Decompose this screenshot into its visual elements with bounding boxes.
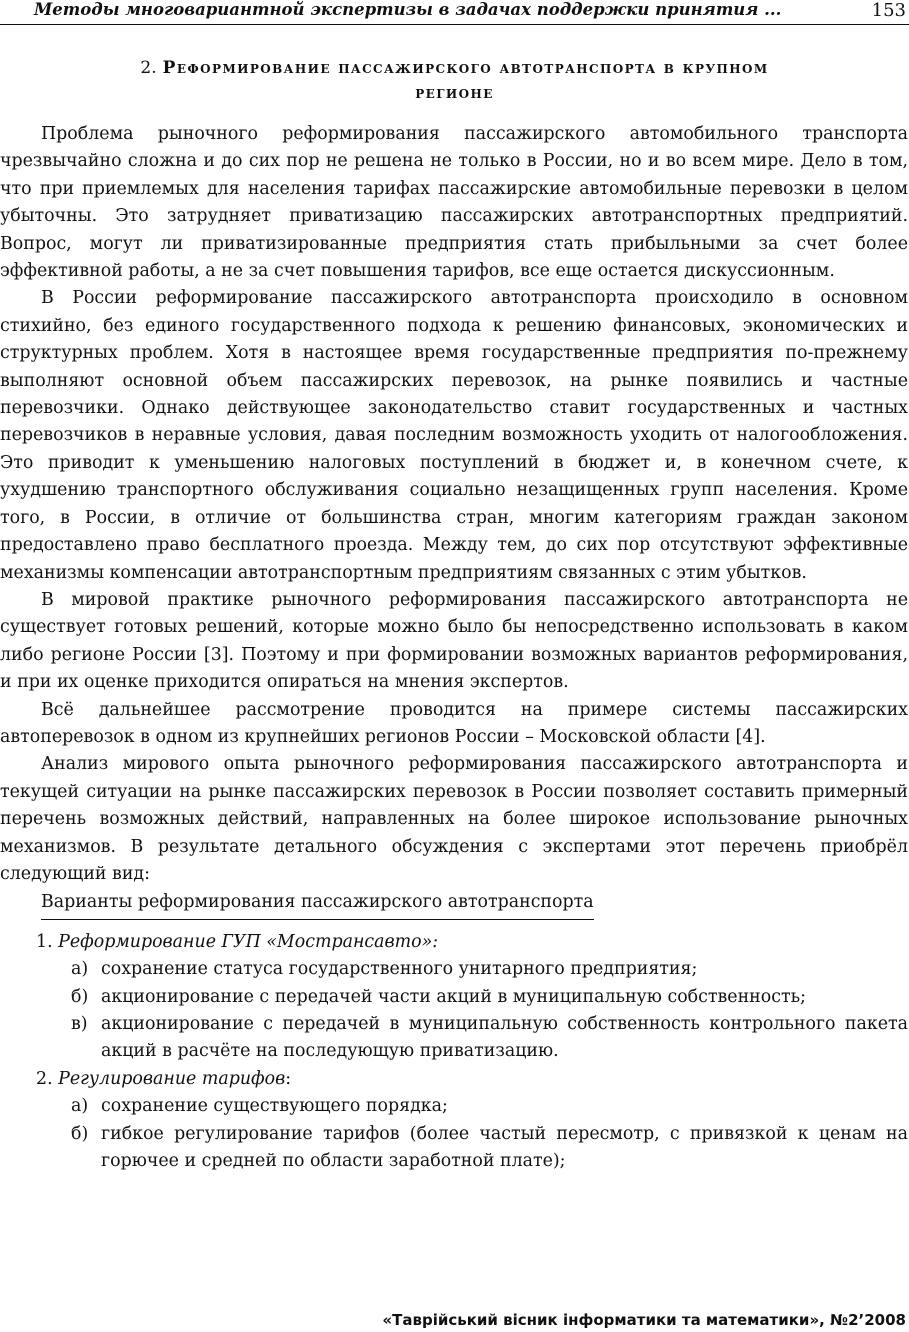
option-marker: б) xyxy=(71,1123,89,1144)
variant-number: 2. xyxy=(36,1068,53,1089)
running-title: Методы многовариантной экспертизы в задачах поддержки принятия ... xyxy=(34,0,782,19)
article-body xyxy=(0,121,908,1175)
page-number: 153 xyxy=(871,0,906,21)
variant-option xyxy=(0,984,908,1011)
variant-number: 1. xyxy=(36,931,53,952)
section-heading-line-1 xyxy=(0,56,909,81)
section-title-continued: регионе xyxy=(415,83,494,103)
variant-group-head xyxy=(0,1066,908,1093)
variant-label-suffix: : xyxy=(285,1068,292,1089)
paragraph: Всё дальнейшее рассмотрение проводится на примере системы пассажирских автоперевозок в одном из крупнейших регионов России – Московской области [4]. xyxy=(0,699,908,747)
option-marker: б) xyxy=(71,986,89,1007)
section-heading xyxy=(0,56,909,106)
section-title: Реформирование пассажирского автотранспорта в крупном xyxy=(162,58,769,78)
variant-option xyxy=(0,1121,908,1176)
variant-option xyxy=(0,1093,908,1120)
option-text: акционирование с передачей части акций в муниципальную собственность; xyxy=(101,986,806,1007)
running-header xyxy=(0,0,909,25)
paragraph: Проблема рыночного реформирования пассажирского автомобильного транспорта чрезвычайно сложна и до сих пор не решена не только в России, но и во всем мире. Дело в том, что при приемлемых для населения тарифах пассажирские автомобильные перевозки в целом убыточны. Это затрудняет приватизацию пассажирских автотранспортных предприятий. Вопрос, могут ли приватизированные предприятия стать прибыльными за счет более эффективной работы, а не за счет повышения тарифов, все еще остается дискуссионным. xyxy=(0,124,908,282)
variant-options xyxy=(0,956,908,1066)
variant-group xyxy=(0,929,908,1066)
paragraph: Анализ мирового опыта рыночного реформирования пассажирского автотранспорта и текущей ситуации на рынке пассажирских перевозок в России позволяет составить примерный перечень возможных действий, направленных на более широкое использование рыночных механизмов. В результате детального обсуждения с экспертами этот перечень приобрёл следующий вид: xyxy=(0,754,908,884)
option-marker: в) xyxy=(71,1014,88,1034)
variant-group xyxy=(0,1066,908,1176)
variants-list xyxy=(0,929,908,1176)
option-text: сохранение существующего порядка; xyxy=(101,1096,448,1117)
variant-group-head xyxy=(0,929,908,956)
variant-option xyxy=(0,1011,908,1066)
variants-title: Варианты реформирования пассажирского автотранспорта xyxy=(41,889,594,919)
variant-label: Реформирование ГУП «Мострансавто»: xyxy=(58,931,439,952)
paragraph: В России реформирование пассажирского автотранспорта происходило в основном стихийно, без единого государственного подхода к решению финансовых, экономических и структурных проблем. Хотя в настоящее время государственные предприятия по-прежнему выполняют основной объем пассажирских перевозок, на рынке появились и частные перевозчики. Однако действующее законодательство ставит государственных и частных перевозчиков в неравные условия, давая последним возможность уходить от налогообложения. Это приводит к уменьшению налоговых поступлений в бюджет и, в конечном счете, к ухудшению транспортного обслуживания социально незащищенных групп населения. Кроме того, в России, в отличие от большинства стран, многим категориям граждан законом предоставлено право бесплатного проезда. Между тем, до сих пор отсутствуют эффективные механизмы компенсации автотранспортным предприятиям связанных с этим убытков. xyxy=(0,288,908,583)
option-text: сохранение статуса государственного унитарного предприятия; xyxy=(101,959,698,980)
variant-options xyxy=(0,1093,908,1175)
paragraph: В мировой практике рыночного реформирования пассажирского автотранспорта не существует готовых решений, которые можно было бы непосредственно использовать в каком либо регионе России [3]. Поэтому и при формировании возможных вариантов реформирования, и при их оценке приходится опираться на мнения экспертов. xyxy=(0,589,908,693)
journal-footer: «Таврійський вісник інформатики та математики», №2’2008 xyxy=(382,1311,906,1329)
option-text: акционирование с передачей в муниципальную собственность контрольного пакета акций в расчёте на последующую приватизацию. xyxy=(101,1014,908,1062)
variant-option xyxy=(0,956,908,983)
variant-label: Регулирование тарифов xyxy=(58,1068,286,1089)
option-marker: а) xyxy=(71,959,89,980)
section-number: 2. xyxy=(140,58,157,78)
option-marker: а) xyxy=(71,1096,89,1117)
option-text: гибкое регулирование тарифов (более частый пересмотр, с привязкой к ценам на горючее и средней по области заработной плате); xyxy=(101,1123,908,1172)
